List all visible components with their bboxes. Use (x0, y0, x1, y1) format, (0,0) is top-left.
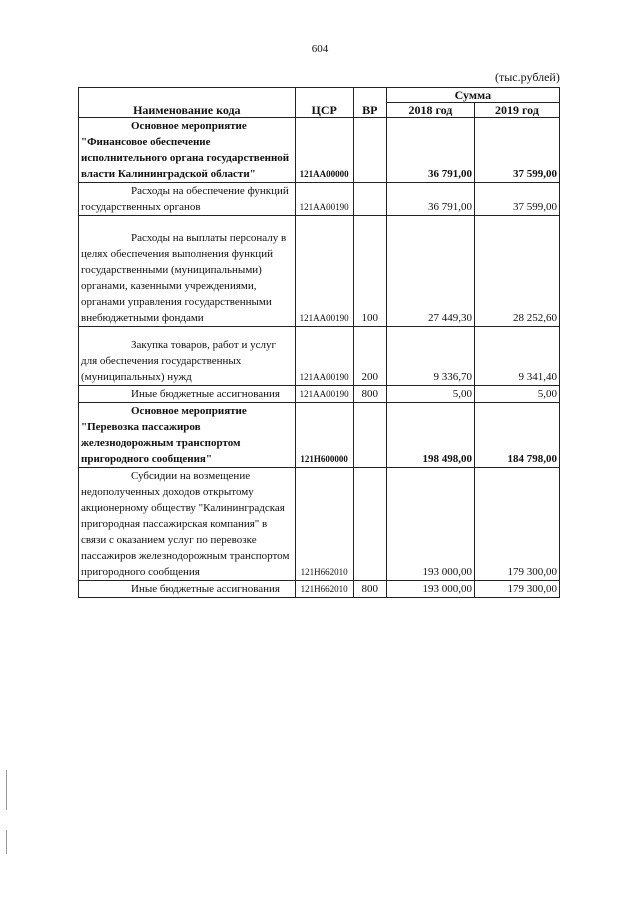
row-csr: 121АА00190 (295, 327, 353, 386)
row-vr (353, 468, 386, 581)
table-row (79, 216, 560, 327)
row-2018: 5,00 (386, 386, 474, 403)
row-csr: 121АА00190 (295, 216, 353, 327)
row-2018: 36 791,00 (386, 183, 474, 216)
row-2019: 179 300,00 (474, 468, 559, 581)
row-name: Иные бюджетные ассигнования (79, 581, 296, 598)
header-year-2019: 2019 год (474, 103, 559, 118)
table-row (79, 581, 560, 598)
row-2018: 193 000,00 (386, 581, 474, 598)
row-2019: 37 599,00 (474, 183, 559, 216)
row-2019: 37 599,00 (474, 118, 559, 183)
row-vr (353, 118, 386, 183)
table-row (79, 386, 560, 403)
row-2018: 9 336,70 (386, 327, 474, 386)
row-vr: 800 (353, 581, 386, 598)
row-csr: 121АА00000 (295, 118, 353, 183)
row-vr (353, 183, 386, 216)
unit-label: (тыс.рублей) (495, 70, 560, 84)
row-2018: 27 449,30 (386, 216, 474, 327)
row-csr: 121Н600000 (295, 403, 353, 468)
budget-table (78, 87, 560, 598)
row-vr: 200 (353, 327, 386, 386)
row-csr: 121АА00190 (295, 183, 353, 216)
row-2019: 184 798,00 (474, 403, 559, 468)
row-name: Субсидии на возмещение недополученных доходов открытому акционерному обществу "Калининградская пригородная пассажирская компания" в связи с оказанием услуг по перевозке пассажиров железнодорожным транспортом пригородного сообщения (79, 468, 296, 581)
row-vr: 800 (353, 386, 386, 403)
row-vr (353, 403, 386, 468)
row-name: Основное мероприятие "Финансовое обеспечение исполнительного органа государственной власти Калининградской области" (79, 118, 296, 183)
table-row (79, 183, 560, 216)
table-row (79, 327, 560, 386)
table-row (79, 118, 560, 183)
row-2019: 5,00 (474, 386, 559, 403)
header-name: Наименование кода (79, 88, 296, 118)
row-name: Иные бюджетные ассигнования (79, 386, 296, 403)
row-2018: 193 000,00 (386, 468, 474, 581)
row-2018: 198 498,00 (386, 403, 474, 468)
row-csr: 121Н662010 (295, 468, 353, 581)
header-csr: ЦСР (295, 88, 353, 118)
row-vr: 100 (353, 216, 386, 327)
row-name: Основное мероприятие "Перевозка пассажиров железнодорожным транспортом пригородного сообщения" (79, 403, 296, 468)
table-row (79, 403, 560, 468)
scan-artifact (6, 830, 7, 854)
scan-artifact (6, 770, 7, 810)
row-2019: 28 252,60 (474, 216, 559, 327)
header-year-2018: 2018 год (386, 103, 474, 118)
row-name: Расходы на выплаты персоналу в целях обеспечения выполнения функций государственными (муниципальными) органами, казенными учреждениями, органами управления государственными внебюджетными фондами (79, 216, 296, 327)
row-csr: 121АА00190 (295, 386, 353, 403)
row-name: Закупка товаров, работ и услуг для обеспечения государственных (муниципальных) нужд (79, 327, 296, 386)
header-row-top (79, 88, 560, 103)
row-name: Расходы на обеспечение функций государственных органов (79, 183, 296, 216)
row-csr: 121Н662010 (295, 581, 353, 598)
header-vr: ВР (353, 88, 386, 118)
page-number: 604 (311, 43, 329, 55)
row-2018: 36 791,00 (386, 118, 474, 183)
table-row (79, 468, 560, 581)
header-sum: Сумма (386, 88, 559, 103)
row-2019: 179 300,00 (474, 581, 559, 598)
row-2019: 9 341,40 (474, 327, 559, 386)
